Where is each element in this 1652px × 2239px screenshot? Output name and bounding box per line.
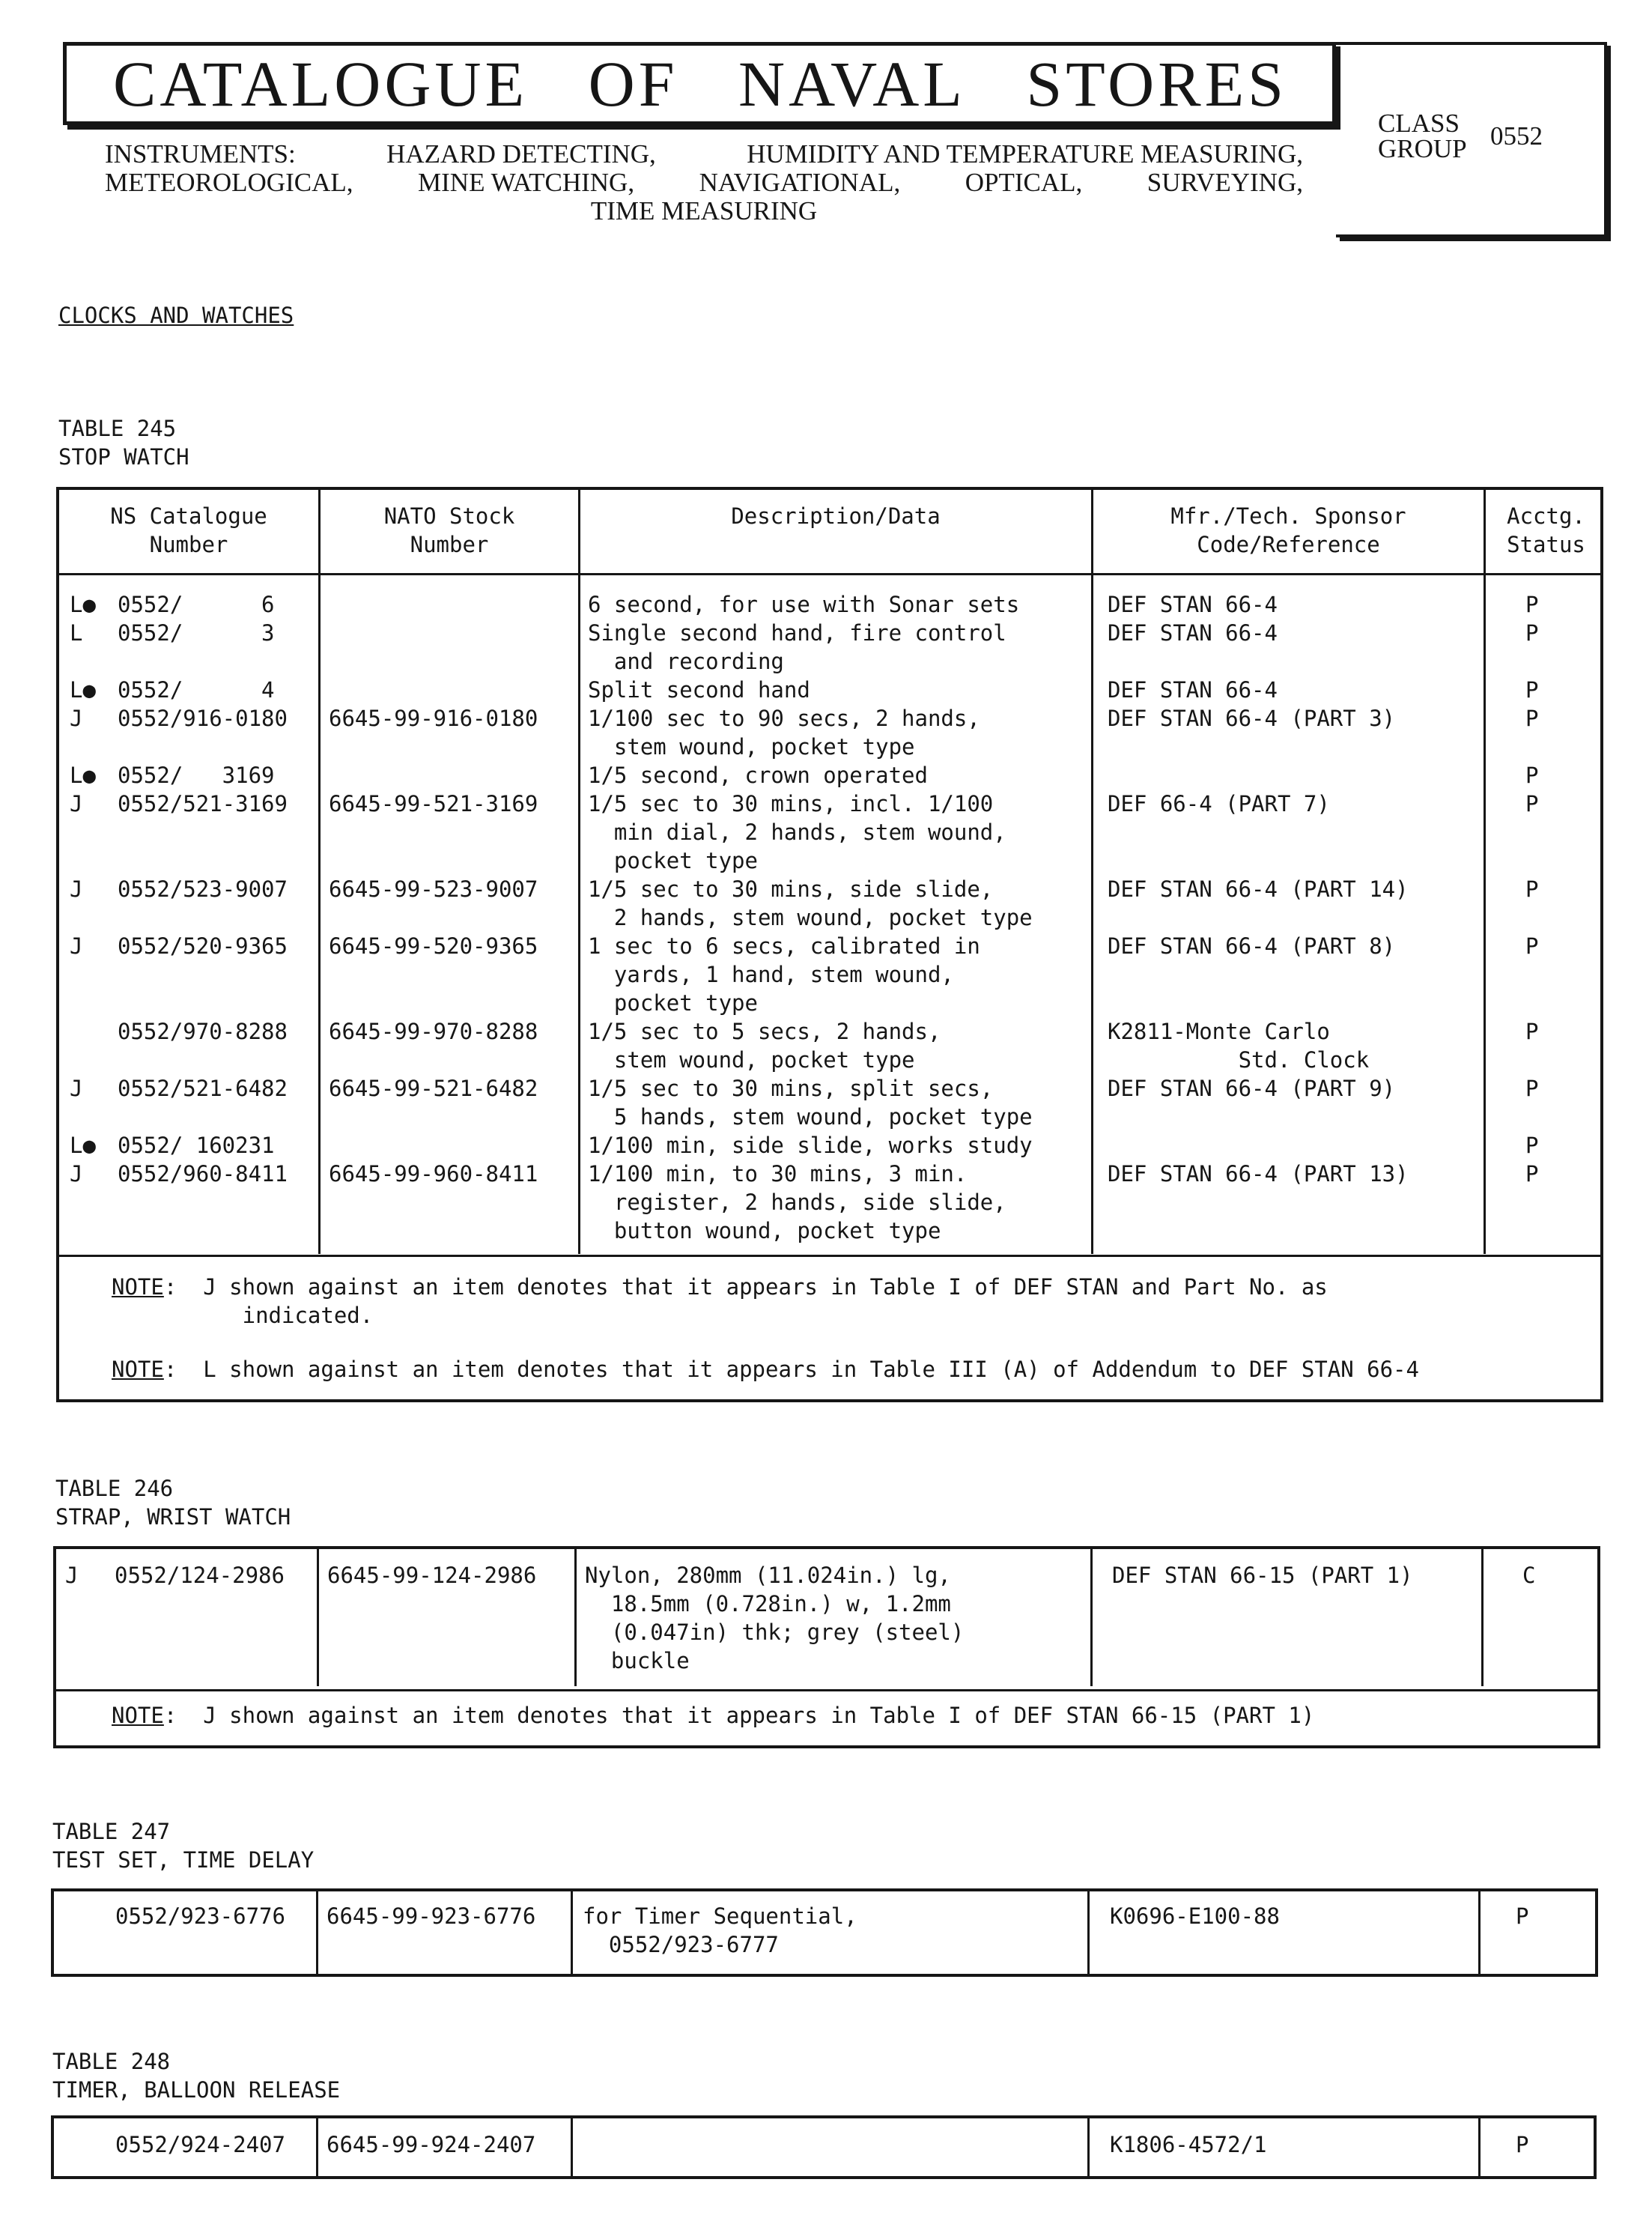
sponsor-reference: DEF STAN 66-4 (PART 9) <box>1108 1076 1396 1101</box>
table-number: TABLE 248 <box>52 2049 171 2074</box>
description-line: min dial, 2 hands, stem wound, <box>588 819 1006 845</box>
title-word: CATALOGUE <box>113 47 529 120</box>
column-header-description: Description/Data <box>731 503 941 529</box>
ns-catalogue-number: 0552/521-6482 <box>118 1076 288 1101</box>
nato-stock-number: 6645-99-520-9365 <box>329 933 538 959</box>
ns-catalogue-number: 0552/970-8288 <box>118 1019 288 1044</box>
column-divider <box>1091 490 1093 1254</box>
column-divider <box>1087 2118 1090 2176</box>
table-246-title <box>55 1474 291 1531</box>
subtitle-phrase: TIME MEASURING <box>590 196 818 225</box>
subtitle-phrase: MINE WATCHING, <box>418 168 635 197</box>
ns-catalogue-number: 0552/916-0180 <box>118 706 288 731</box>
accounting-status: P <box>1525 620 1539 646</box>
column-header-nato-stock: NATO Stock Number <box>383 503 515 557</box>
reference-marker: J <box>70 791 83 816</box>
accounting-status: P <box>1525 592 1539 617</box>
sponsor-reference: DEF STAN 66-15 (PART 1) <box>1112 1563 1413 1588</box>
table-note: NOTE: J shown against an item denotes that it appears in Table I of DEF STAN and Part No. as <box>112 1274 1328 1300</box>
description-line: 18.5mm (0.728in.) w, 1.2mm <box>585 1591 951 1617</box>
description-line: 6 second, for use with Sonar sets <box>588 592 1020 617</box>
title-word: OF <box>588 47 678 120</box>
sponsor-reference: K1806-4572/1 <box>1110 2132 1267 2157</box>
accounting-status: P <box>1516 1903 1529 1929</box>
catalogue-subtitle <box>105 140 1303 225</box>
nato-stock-number: 6645-99-923-6776 <box>327 1903 536 1929</box>
accounting-status: P <box>1525 876 1539 902</box>
sponsor-reference: DEF STAN 66-4 (PART 8) <box>1108 933 1396 959</box>
column-divider <box>316 1891 318 1974</box>
column-divider <box>316 2118 318 2176</box>
header-divider <box>59 573 1600 575</box>
column-divider <box>578 490 580 1254</box>
description-line: stem wound, pocket type <box>588 1047 915 1073</box>
accounting-status: P <box>1525 706 1539 731</box>
table-247-title <box>52 1817 314 1874</box>
column-divider <box>571 2118 573 2176</box>
table-note: NOTE: L shown against an item denotes that it appears in Table III (A) of Addendum to DEF STAN 66-4 <box>112 1357 1419 1382</box>
class-group-labels <box>1378 111 1467 162</box>
title-word: STORES <box>1026 47 1287 120</box>
reference-marker: J <box>65 1563 79 1588</box>
subtitle-line <box>105 169 1303 197</box>
ns-catalogue-number: 0552/ 3 <box>118 620 275 646</box>
column-divider <box>1090 1549 1093 1686</box>
catalogue-title-box <box>63 42 1336 125</box>
group-label: GROUP <box>1378 134 1467 163</box>
nato-stock-number: 6645-99-523-9007 <box>329 876 538 902</box>
description-line: 1/5 sec to 30 mins, side slide, <box>588 876 994 902</box>
sponsor-reference: DEF STAN 66-4 (PART 14) <box>1108 876 1409 902</box>
description-line: pocket type <box>588 990 758 1016</box>
reference-marker: J <box>70 933 83 959</box>
ns-catalogue-number: 0552/ 6 <box>118 592 275 617</box>
description-line: Nylon, 280mm (11.024in.) lg, <box>585 1563 951 1588</box>
subtitle-phrase: NAVIGATIONAL, <box>699 168 901 197</box>
description-line: button wound, pocket type <box>588 1218 941 1243</box>
sponsor-reference: DEF STAN 66-4 <box>1108 592 1278 617</box>
ns-catalogue-number: 0552/124-2986 <box>115 1563 285 1588</box>
reference-marker: L● <box>70 1133 96 1158</box>
reference-marker: L● <box>70 763 96 788</box>
table-248 <box>51 2115 1597 2179</box>
column-divider <box>318 490 321 1254</box>
table-note-continued: indicated. <box>189 1303 374 1328</box>
column-divider <box>571 1891 573 1974</box>
subtitle-phrase: INSTRUMENTS: <box>105 139 296 169</box>
accounting-status: P <box>1525 933 1539 959</box>
title-word: NAVAL <box>738 47 966 120</box>
reference-marker: J <box>70 1076 83 1101</box>
description-line: 5 hands, stem wound, pocket type <box>588 1104 1033 1130</box>
accounting-status: P <box>1525 1161 1539 1187</box>
accounting-status: P <box>1525 1076 1539 1101</box>
ns-catalogue-number: 0552/924-2407 <box>115 2132 285 2157</box>
subtitle-phrase: HUMIDITY AND TEMPERATURE MEASURING, <box>747 139 1303 169</box>
accounting-status: P <box>1525 677 1539 703</box>
table-245-title <box>58 414 189 471</box>
table-246 <box>53 1546 1600 1748</box>
column-divider <box>1478 1891 1481 1974</box>
description-line: and recording <box>588 649 784 674</box>
reference-marker: L <box>70 620 83 646</box>
group-number: 0552 <box>1490 121 1543 151</box>
accounting-status: P <box>1525 1133 1539 1158</box>
column-divider <box>574 1549 577 1686</box>
sponsor-reference: DEF STAN 66-4 <box>1108 677 1278 703</box>
reference-marker: J <box>70 1161 83 1187</box>
description-line: stem wound, pocket type <box>588 734 915 760</box>
sponsor-reference: Std. Clock <box>1108 1047 1370 1073</box>
nato-stock-number: 6645-99-960-8411 <box>329 1161 538 1187</box>
description-line: Split second hand <box>588 677 810 703</box>
description-line: register, 2 hands, side slide, <box>588 1190 1006 1215</box>
column-header-status: Acctg. Status <box>1507 503 1585 557</box>
table-name: STRAP, WRIST WATCH <box>55 1504 291 1530</box>
ns-catalogue-number: 0552/ 4 <box>118 677 275 703</box>
description-line: 1/100 min, side slide, works study <box>588 1133 1033 1158</box>
reference-marker: L● <box>70 592 96 617</box>
notes-divider <box>59 1255 1600 1257</box>
sponsor-reference: DEF STAN 66-4 (PART 3) <box>1108 706 1396 731</box>
column-header-mfr-sponsor: Mfr./Tech. Sponsor Code/Reference <box>1170 503 1406 557</box>
sponsor-reference: DEF STAN 66-4 <box>1108 620 1278 646</box>
table-248-title <box>52 2047 340 2104</box>
ns-catalogue-number: 0552/960-8411 <box>118 1161 288 1187</box>
accounting-status: C <box>1522 1563 1536 1588</box>
column-divider <box>1481 1549 1484 1686</box>
reference-marker: J <box>70 876 83 902</box>
description-line: 1/5 sec to 5 secs, 2 hands, <box>588 1019 941 1044</box>
table-247 <box>51 1888 1598 1977</box>
reference-marker: J <box>70 706 83 731</box>
ns-catalogue-number: 0552/523-9007 <box>118 876 288 902</box>
description-line: pocket type <box>588 848 758 873</box>
ns-catalogue-number: 0552/521-3169 <box>118 791 288 816</box>
description-line: Single second hand, fire control <box>588 620 1006 646</box>
nato-stock-number: 6645-99-924-2407 <box>327 2132 536 2157</box>
class-group-box <box>1336 42 1607 237</box>
ns-catalogue-number: 0552/ 160231 <box>118 1133 275 1158</box>
table-number: TABLE 247 <box>52 1819 171 1844</box>
table-name: STOP WATCH <box>58 444 189 470</box>
accounting-status: P <box>1525 763 1539 788</box>
column-header-ns-catalogue: NS Catalogue Number <box>110 503 267 557</box>
sponsor-reference: K2811-Monte Carlo <box>1108 1019 1330 1044</box>
description-line: 1 sec to 6 secs, calibrated in <box>588 933 980 959</box>
table-245 <box>56 487 1603 1402</box>
description-line: buckle <box>585 1648 690 1673</box>
subtitle-line <box>105 140 1303 169</box>
description-line: 1/100 min, to 30 mins, 3 min. <box>588 1161 968 1187</box>
table-number: TABLE 246 <box>55 1476 174 1501</box>
accounting-status: P <box>1516 2132 1529 2157</box>
table-number: TABLE 245 <box>58 416 177 441</box>
subtitle-phrase: OPTICAL, <box>965 168 1083 197</box>
nato-stock-number: 6645-99-521-3169 <box>329 791 538 816</box>
nato-stock-number: 6645-99-124-2986 <box>327 1563 537 1588</box>
description-line: 2 hands, stem wound, pocket type <box>588 905 1033 930</box>
table-name: TEST SET, TIME DELAY <box>52 1847 315 1873</box>
ns-catalogue-number: 0552/923-6776 <box>115 1903 285 1929</box>
sponsor-reference: K0696-E100-88 <box>1110 1903 1280 1929</box>
nato-stock-number: 6645-99-521-6482 <box>329 1076 538 1101</box>
description-line: for Timer Sequential, <box>583 1903 857 1929</box>
table-name: TIMER, BALLOON RELEASE <box>52 2077 341 2103</box>
subtitle-phrase: SURVEYING, <box>1147 168 1303 197</box>
section-heading: CLOCKS AND WATCHES <box>58 303 294 328</box>
description-line: yards, 1 hand, stem wound, <box>588 962 954 987</box>
accounting-status: P <box>1525 791 1539 816</box>
description-line: 1/100 sec to 90 secs, 2 hands, <box>588 706 980 731</box>
column-divider <box>1087 1891 1090 1974</box>
ns-catalogue-number: 0552/520-9365 <box>118 933 288 959</box>
column-divider <box>1484 490 1486 1254</box>
ns-catalogue-number: 0552/ 3169 <box>118 763 275 788</box>
nato-stock-number: 6645-99-916-0180 <box>329 706 538 731</box>
accounting-status: P <box>1525 1019 1539 1044</box>
description-line: 1/5 sec to 30 mins, split secs, <box>588 1076 994 1101</box>
description-line: 1/5 second, crown operated <box>588 763 928 788</box>
description-line: (0.047in) thk; grey (steel) <box>585 1620 965 1645</box>
notes-divider <box>56 1689 1597 1691</box>
table-note: NOTE: J shown against an item denotes that it appears in Table I of DEF STAN 66-15 (PART 1) <box>112 1703 1315 1728</box>
sponsor-reference: DEF 66-4 (PART 7) <box>1108 791 1330 816</box>
subtitle-phrase: HAZARD DETECTING, <box>386 139 656 169</box>
sponsor-reference: DEF STAN 66-4 (PART 13) <box>1108 1161 1409 1187</box>
reference-marker: L● <box>70 677 96 703</box>
column-divider <box>317 1549 319 1686</box>
description-line: 1/5 sec to 30 mins, incl. 1/100 <box>588 791 994 816</box>
column-divider <box>1478 2118 1481 2176</box>
subtitle-phrase: METEOROLOGICAL, <box>105 168 353 197</box>
subtitle-line <box>105 197 1303 225</box>
class-label: CLASS <box>1378 109 1460 138</box>
description-line: 0552/923-6777 <box>583 1932 779 1957</box>
nato-stock-number: 6645-99-970-8288 <box>329 1019 538 1044</box>
